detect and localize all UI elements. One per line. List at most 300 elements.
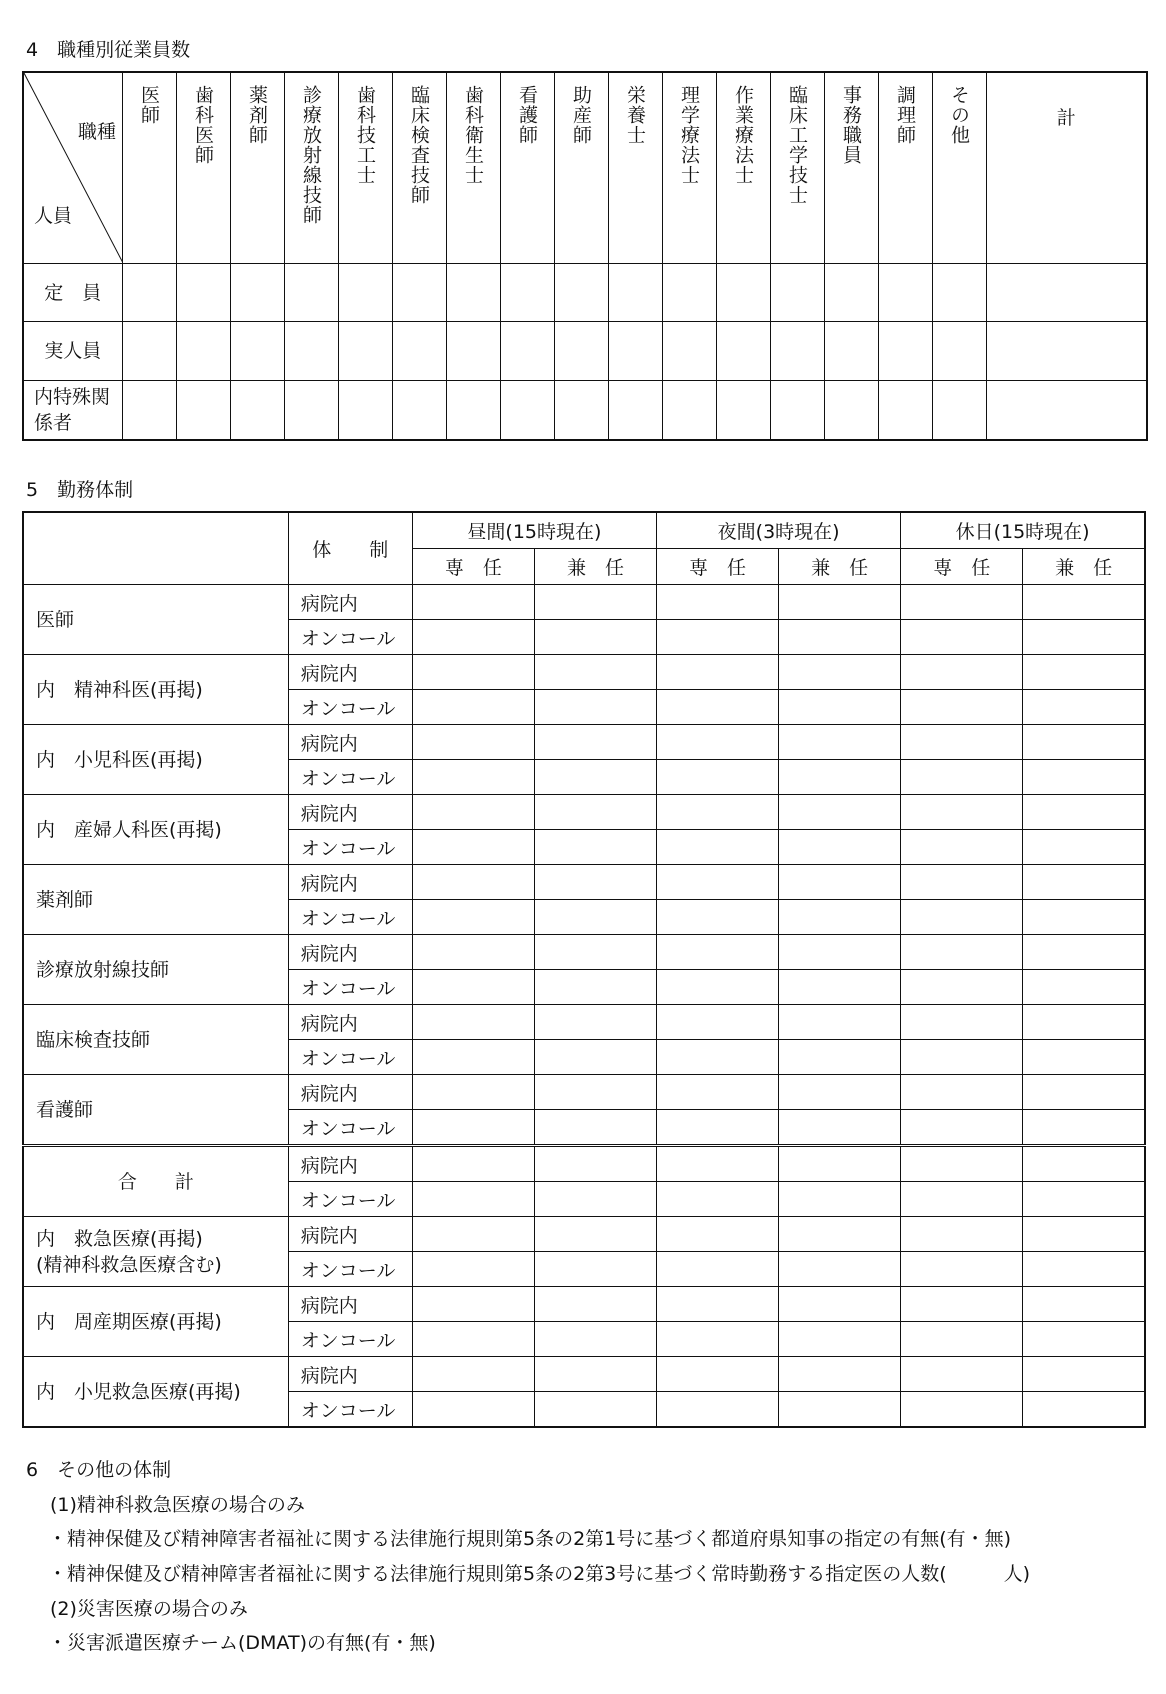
occupation-column-header	[986, 72, 1147, 264]
staff-count-cell[interactable]	[901, 1075, 1023, 1110]
staff-count-cell[interactable]	[412, 1040, 534, 1075]
duty-type-header: 専 任	[412, 549, 534, 585]
group-label: 臨床検査技師	[23, 1005, 288, 1075]
staff-count-cell[interactable]	[534, 1252, 656, 1287]
staff-count-cell[interactable]	[1023, 1005, 1145, 1040]
staff-count-cell[interactable]	[534, 970, 656, 1005]
staff-count-cell[interactable]	[1023, 830, 1145, 865]
count-input-cell[interactable]	[878, 381, 932, 441]
staff-count-cell[interactable]	[412, 620, 534, 655]
table-row	[23, 1287, 1145, 1322]
count-input-cell[interactable]	[878, 322, 932, 381]
staff-count-cell[interactable]	[657, 935, 779, 970]
group-label: 内 救急医療(再掲) (精神科救急医療含む)	[23, 1217, 288, 1287]
count-input-cell[interactable]	[608, 381, 662, 441]
row-label: 内特殊関係者	[23, 381, 122, 441]
staff-count-cell[interactable]	[901, 725, 1023, 760]
count-input-cell[interactable]	[554, 264, 608, 322]
staff-count-cell[interactable]	[657, 1146, 779, 1182]
staff-count-cell[interactable]	[1023, 1110, 1145, 1146]
table-row	[23, 795, 1145, 830]
staff-count-cell[interactable]	[901, 655, 1023, 690]
staff-count-cell[interactable]	[901, 585, 1023, 620]
table-row	[23, 1075, 1145, 1110]
occupation-label: 薬剤師	[246, 85, 268, 145]
staff-count-cell[interactable]	[1023, 725, 1145, 760]
in-hospital-label: 病院内	[288, 865, 412, 900]
diagonal-corner-cell	[23, 72, 122, 264]
count-input-cell[interactable]	[770, 322, 824, 381]
table-row	[23, 1217, 1145, 1252]
staff-count-cell[interactable]	[657, 865, 779, 900]
count-input-cell[interactable]	[446, 322, 500, 381]
note-line: (2)災害医療の場合のみ	[50, 1598, 248, 1620]
occupation-column-header	[608, 72, 662, 264]
count-input-cell[interactable]	[446, 381, 500, 441]
count-input-cell[interactable]	[554, 381, 608, 441]
count-input-cell[interactable]	[986, 381, 1147, 441]
staff-count-cell[interactable]	[779, 795, 901, 830]
table-row	[23, 585, 1145, 620]
staff-count-cell[interactable]	[1023, 760, 1145, 795]
group-label: 内 産婦人科医(再掲)	[23, 795, 288, 865]
staff-count-cell[interactable]	[1023, 865, 1145, 900]
table-row	[23, 655, 1145, 690]
staff-count-cell[interactable]	[779, 830, 901, 865]
count-input-cell[interactable]	[176, 264, 230, 322]
count-input-cell[interactable]	[986, 264, 1147, 322]
staff-count-cell[interactable]	[1023, 1252, 1145, 1287]
section-6-title: 6 その他の体制	[26, 1459, 172, 1481]
on-call-label: オンコール	[288, 1322, 412, 1357]
staff-count-cell[interactable]	[901, 1287, 1023, 1322]
staff-count-cell[interactable]	[779, 1110, 901, 1146]
count-input-cell[interactable]	[932, 322, 986, 381]
count-input-cell[interactable]	[932, 264, 986, 322]
blank-corner-cell	[23, 512, 288, 585]
count-input-cell[interactable]	[284, 381, 338, 441]
group-label: 薬剤師	[23, 865, 288, 935]
staff-by-occupation-table	[22, 71, 1148, 441]
section-5-title: 5 勤務体制	[26, 479, 134, 501]
staff-count-cell[interactable]	[1023, 1040, 1145, 1075]
group-label: 合 計	[23, 1146, 288, 1217]
staff-count-cell[interactable]	[412, 690, 534, 725]
occupation-column-header	[878, 72, 932, 264]
staff-count-cell[interactable]	[779, 760, 901, 795]
staff-count-cell[interactable]	[779, 655, 901, 690]
occupation-column-header	[446, 72, 500, 264]
count-input-cell[interactable]	[338, 381, 392, 441]
staff-count-cell[interactable]	[412, 1146, 534, 1182]
staff-count-cell[interactable]	[901, 760, 1023, 795]
staff-count-cell[interactable]	[901, 1252, 1023, 1287]
in-hospital-label: 病院内	[288, 1287, 412, 1322]
staff-count-cell[interactable]	[534, 1217, 656, 1252]
staff-count-cell[interactable]	[534, 1357, 656, 1392]
on-call-label: オンコール	[288, 760, 412, 795]
staff-count-cell[interactable]	[1023, 1182, 1145, 1217]
count-input-cell[interactable]	[662, 264, 716, 322]
staff-count-cell[interactable]	[534, 900, 656, 935]
count-input-cell[interactable]	[230, 264, 284, 322]
staff-count-cell[interactable]	[779, 970, 901, 1005]
staff-count-cell[interactable]	[901, 690, 1023, 725]
in-hospital-label: 病院内	[288, 585, 412, 620]
system-header: 体 制	[288, 512, 412, 585]
staff-count-cell[interactable]	[779, 1252, 901, 1287]
group-label: 内 小児科医(再掲)	[23, 725, 288, 795]
duty-type-header: 専 任	[657, 549, 779, 585]
staff-count-cell[interactable]	[657, 1182, 779, 1217]
staff-count-cell[interactable]	[901, 970, 1023, 1005]
staff-count-cell[interactable]	[779, 690, 901, 725]
staff-count-cell[interactable]	[412, 900, 534, 935]
staff-count-cell[interactable]	[534, 1075, 656, 1110]
staff-count-cell[interactable]	[1023, 620, 1145, 655]
count-input-cell[interactable]	[500, 322, 554, 381]
staff-count-cell[interactable]	[534, 690, 656, 725]
count-input-cell[interactable]	[716, 322, 770, 381]
staff-count-cell[interactable]	[534, 1182, 656, 1217]
in-hospital-label: 病院内	[288, 725, 412, 760]
staff-count-cell[interactable]	[412, 1075, 534, 1110]
occupation-column-header	[824, 72, 878, 264]
staff-count-cell[interactable]	[779, 1322, 901, 1357]
count-input-cell[interactable]	[122, 322, 176, 381]
count-input-cell[interactable]	[608, 264, 662, 322]
count-input-cell[interactable]	[824, 381, 878, 441]
count-input-cell[interactable]	[770, 264, 824, 322]
count-input-cell[interactable]	[176, 381, 230, 441]
occupation-label: 作業療法士	[732, 85, 754, 185]
staff-count-cell[interactable]	[412, 830, 534, 865]
staff-count-cell[interactable]	[657, 585, 779, 620]
in-hospital-label: 病院内	[288, 655, 412, 690]
count-input-cell[interactable]	[338, 264, 392, 322]
occupation-label: 歯科衛生士	[462, 85, 484, 185]
staff-count-cell[interactable]	[1023, 1146, 1145, 1182]
staff-count-cell[interactable]	[657, 620, 779, 655]
staff-count-cell[interactable]	[779, 585, 901, 620]
occupation-label: 臨床検査技師	[408, 85, 430, 205]
staff-count-cell[interactable]	[412, 795, 534, 830]
staff-count-cell[interactable]	[412, 1322, 534, 1357]
occupation-label: 栄養士	[624, 85, 646, 145]
staff-count-cell[interactable]	[412, 760, 534, 795]
on-call-label: オンコール	[288, 1040, 412, 1075]
on-call-label: オンコール	[288, 1252, 412, 1287]
staff-count-cell[interactable]	[412, 865, 534, 900]
occupation-column-header	[230, 72, 284, 264]
in-hospital-label: 病院内	[288, 1217, 412, 1252]
occupation-label: 診療放射線技師	[300, 85, 322, 225]
staff-count-cell[interactable]	[657, 725, 779, 760]
staff-count-cell[interactable]	[901, 1392, 1023, 1428]
occupation-column-header	[500, 72, 554, 264]
section-4-title: 4 職種別従業員数	[26, 39, 191, 61]
staff-count-cell[interactable]	[412, 1287, 534, 1322]
staff-count-cell[interactable]	[534, 760, 656, 795]
occupation-label: 看護師	[516, 85, 538, 145]
staff-count-cell[interactable]	[412, 1392, 534, 1428]
group-label: 看護師	[23, 1075, 288, 1146]
staff-count-cell[interactable]	[534, 655, 656, 690]
occupation-column-header	[392, 72, 446, 264]
staff-count-cell[interactable]	[901, 1146, 1023, 1182]
occupation-label: 医師	[138, 85, 160, 125]
staff-count-cell[interactable]	[779, 1146, 901, 1182]
in-hospital-label: 病院内	[288, 1357, 412, 1392]
count-input-cell[interactable]	[392, 264, 446, 322]
staff-count-cell[interactable]	[657, 1322, 779, 1357]
in-hospital-label: 病院内	[288, 795, 412, 830]
staff-count-cell[interactable]	[901, 795, 1023, 830]
staff-count-cell[interactable]	[657, 690, 779, 725]
staff-count-cell[interactable]	[779, 1357, 901, 1392]
staff-count-cell[interactable]	[1023, 655, 1145, 690]
count-input-cell[interactable]	[230, 381, 284, 441]
duty-type-header: 兼 任	[779, 549, 901, 585]
staff-count-cell[interactable]	[1023, 1392, 1145, 1428]
staff-count-cell[interactable]	[901, 1357, 1023, 1392]
on-call-label: オンコール	[288, 900, 412, 935]
staff-count-cell[interactable]	[412, 655, 534, 690]
table-row	[23, 935, 1145, 970]
note-line: ・精神保健及び精神障害者福祉に関する法律施行規則第5条の2第1号に基づく都道府県知事の指定の有無(有・無)	[48, 1528, 1012, 1550]
occupation-label: 臨床工学技士	[786, 85, 808, 205]
staff-count-cell[interactable]	[779, 620, 901, 655]
count-input-cell[interactable]	[824, 264, 878, 322]
staff-count-cell[interactable]	[1023, 970, 1145, 1005]
count-input-cell[interactable]	[716, 381, 770, 441]
staff-count-cell[interactable]	[1023, 900, 1145, 935]
count-input-cell[interactable]	[122, 381, 176, 441]
staff-count-cell[interactable]	[534, 795, 656, 830]
staff-count-cell[interactable]	[901, 900, 1023, 935]
staff-count-cell[interactable]	[779, 1287, 901, 1322]
staff-count-cell[interactable]	[534, 1040, 656, 1075]
staff-count-cell[interactable]	[534, 725, 656, 760]
staff-count-cell[interactable]	[412, 1357, 534, 1392]
table-row	[23, 725, 1145, 760]
count-input-cell[interactable]	[392, 322, 446, 381]
staff-count-cell[interactable]	[412, 585, 534, 620]
staff-count-cell[interactable]	[657, 1252, 779, 1287]
row-label: 実人員	[23, 322, 122, 381]
staff-count-cell[interactable]	[412, 935, 534, 970]
staff-count-cell[interactable]	[657, 830, 779, 865]
on-call-label: オンコール	[288, 1392, 412, 1428]
table-row	[23, 1357, 1145, 1392]
period-header-night: 夜間(3時現在)	[657, 512, 901, 549]
occupation-label: 計	[1056, 107, 1076, 129]
count-input-cell[interactable]	[392, 381, 446, 441]
staff-count-cell[interactable]	[1023, 1075, 1145, 1110]
staff-count-cell[interactable]	[1023, 1322, 1145, 1357]
staff-count-cell[interactable]	[901, 830, 1023, 865]
count-input-cell[interactable]	[446, 264, 500, 322]
staff-count-cell[interactable]	[779, 725, 901, 760]
staff-count-cell[interactable]	[534, 1146, 656, 1182]
staff-count-cell[interactable]	[779, 865, 901, 900]
occupation-column-header	[770, 72, 824, 264]
staff-count-cell[interactable]	[657, 655, 779, 690]
staff-count-cell[interactable]	[412, 725, 534, 760]
group-label: 医師	[23, 585, 288, 655]
count-input-cell[interactable]	[122, 264, 176, 322]
group-label: 内 精神科医(再掲)	[23, 655, 288, 725]
count-input-cell[interactable]	[932, 381, 986, 441]
staff-count-cell[interactable]	[534, 1110, 656, 1146]
staff-count-cell[interactable]	[901, 1182, 1023, 1217]
staff-count-cell[interactable]	[534, 585, 656, 620]
staff-count-cell[interactable]	[657, 1040, 779, 1075]
table-row	[23, 264, 1147, 322]
staff-count-cell[interactable]	[779, 1040, 901, 1075]
in-hospital-label: 病院内	[288, 1146, 412, 1182]
table-row	[23, 322, 1147, 381]
occupation-label: 助産師	[570, 85, 592, 145]
occupation-column-header	[338, 72, 392, 264]
staff-count-cell[interactable]	[534, 1005, 656, 1040]
occupation-label: 歯科医師	[192, 85, 214, 165]
occupation-label: 調理師	[894, 85, 916, 145]
count-input-cell[interactable]	[608, 322, 662, 381]
staff-count-cell[interactable]	[412, 1005, 534, 1040]
count-input-cell[interactable]	[770, 381, 824, 441]
in-hospital-label: 病院内	[288, 1005, 412, 1040]
count-input-cell[interactable]	[500, 264, 554, 322]
staff-count-cell[interactable]	[1023, 1217, 1145, 1252]
staff-count-cell[interactable]	[779, 1392, 901, 1428]
staff-count-cell[interactable]	[901, 1005, 1023, 1040]
occupation-column-header	[716, 72, 770, 264]
occupation-label: 理学療法士	[678, 85, 700, 185]
staff-count-cell[interactable]	[657, 1217, 779, 1252]
staff-count-cell[interactable]	[534, 620, 656, 655]
in-hospital-label: 病院内	[288, 935, 412, 970]
staff-count-cell[interactable]	[412, 1252, 534, 1287]
staff-count-cell[interactable]	[901, 1110, 1023, 1146]
note-line: ・災害派遣医療チーム(DMAT)の有無(有・無)	[48, 1632, 436, 1654]
staff-count-cell[interactable]	[657, 970, 779, 1005]
count-input-cell[interactable]	[662, 381, 716, 441]
staff-count-cell[interactable]	[534, 865, 656, 900]
staff-count-cell[interactable]	[534, 1322, 656, 1357]
count-input-cell[interactable]	[284, 322, 338, 381]
group-label: 診療放射線技師	[23, 935, 288, 1005]
staff-count-cell[interactable]	[412, 1182, 534, 1217]
work-system-table	[22, 511, 1146, 1428]
group-label: 内 小児救急医療(再掲)	[23, 1357, 288, 1428]
staff-count-cell[interactable]	[901, 865, 1023, 900]
staff-count-cell[interactable]	[901, 1217, 1023, 1252]
count-input-cell[interactable]	[824, 322, 878, 381]
occupation-column-header	[122, 72, 176, 264]
row-label: 定 員	[23, 264, 122, 322]
on-call-label: オンコール	[288, 620, 412, 655]
count-input-cell[interactable]	[878, 264, 932, 322]
staff-count-cell[interactable]	[657, 1287, 779, 1322]
table-row	[23, 381, 1147, 441]
staff-count-cell[interactable]	[412, 970, 534, 1005]
staff-count-cell[interactable]	[657, 1392, 779, 1428]
staff-count-cell[interactable]	[779, 1005, 901, 1040]
note-line: ・精神保健及び精神障害者福祉に関する法律施行規則第5条の2第3号に基づく常時勤務する指定医の人数( 人)	[48, 1563, 1031, 1585]
count-input-cell[interactable]	[500, 381, 554, 441]
table-header-row	[23, 512, 1145, 549]
staff-count-cell[interactable]	[1023, 1287, 1145, 1322]
on-call-label: オンコール	[288, 1110, 412, 1146]
staff-count-cell[interactable]	[1023, 585, 1145, 620]
staff-count-cell[interactable]	[779, 1182, 901, 1217]
staff-count-cell[interactable]	[657, 760, 779, 795]
staff-count-cell[interactable]	[657, 1110, 779, 1146]
table-header-row	[23, 72, 1147, 264]
staff-count-cell[interactable]	[779, 1217, 901, 1252]
staff-count-cell[interactable]	[657, 1075, 779, 1110]
staff-count-cell[interactable]	[1023, 690, 1145, 725]
staff-count-cell[interactable]	[412, 1217, 534, 1252]
staff-count-cell[interactable]	[901, 620, 1023, 655]
count-input-cell[interactable]	[554, 322, 608, 381]
staff-count-cell[interactable]	[779, 935, 901, 970]
occupation-label: 歯科技工士	[354, 85, 376, 185]
staff-count-cell[interactable]	[534, 1392, 656, 1428]
staff-count-cell[interactable]	[779, 1075, 901, 1110]
staff-count-cell[interactable]	[657, 1005, 779, 1040]
count-input-cell[interactable]	[338, 322, 392, 381]
duty-type-header: 兼 任	[534, 549, 656, 585]
count-input-cell[interactable]	[230, 322, 284, 381]
staff-count-cell[interactable]	[779, 900, 901, 935]
staff-count-cell[interactable]	[657, 795, 779, 830]
group-label: 内 周産期医療(再掲)	[23, 1287, 288, 1357]
staff-count-cell[interactable]	[412, 1110, 534, 1146]
staff-count-cell[interactable]	[901, 935, 1023, 970]
occupation-label: 事務職員	[840, 85, 862, 165]
occupation-column-header	[932, 72, 986, 264]
staff-count-cell[interactable]	[534, 830, 656, 865]
staff-count-cell[interactable]	[1023, 1357, 1145, 1392]
count-input-cell[interactable]	[986, 322, 1147, 381]
staff-count-cell[interactable]	[901, 1040, 1023, 1075]
on-call-label: オンコール	[288, 690, 412, 725]
staff-count-cell[interactable]	[901, 1322, 1023, 1357]
staff-count-cell[interactable]	[534, 1287, 656, 1322]
staff-count-cell[interactable]	[1023, 935, 1145, 970]
staff-count-cell[interactable]	[534, 935, 656, 970]
staff-count-cell[interactable]	[657, 900, 779, 935]
count-input-cell[interactable]	[176, 322, 230, 381]
count-input-cell[interactable]	[284, 264, 338, 322]
duty-type-header: 兼 任	[1023, 549, 1145, 585]
table-row	[23, 1146, 1145, 1182]
occupation-label: その他	[948, 85, 970, 145]
diagonal-line	[24, 73, 122, 263]
count-input-cell[interactable]	[662, 322, 716, 381]
staff-count-cell[interactable]	[1023, 795, 1145, 830]
period-header-day: 昼間(15時現在)	[412, 512, 656, 549]
count-input-cell[interactable]	[716, 264, 770, 322]
occupation-column-header	[662, 72, 716, 264]
personnel-label: 人員	[34, 205, 73, 227]
staff-count-cell[interactable]	[657, 1357, 779, 1392]
occupation-column-header	[176, 72, 230, 264]
on-call-label: オンコール	[288, 830, 412, 865]
table-row	[23, 1005, 1145, 1040]
